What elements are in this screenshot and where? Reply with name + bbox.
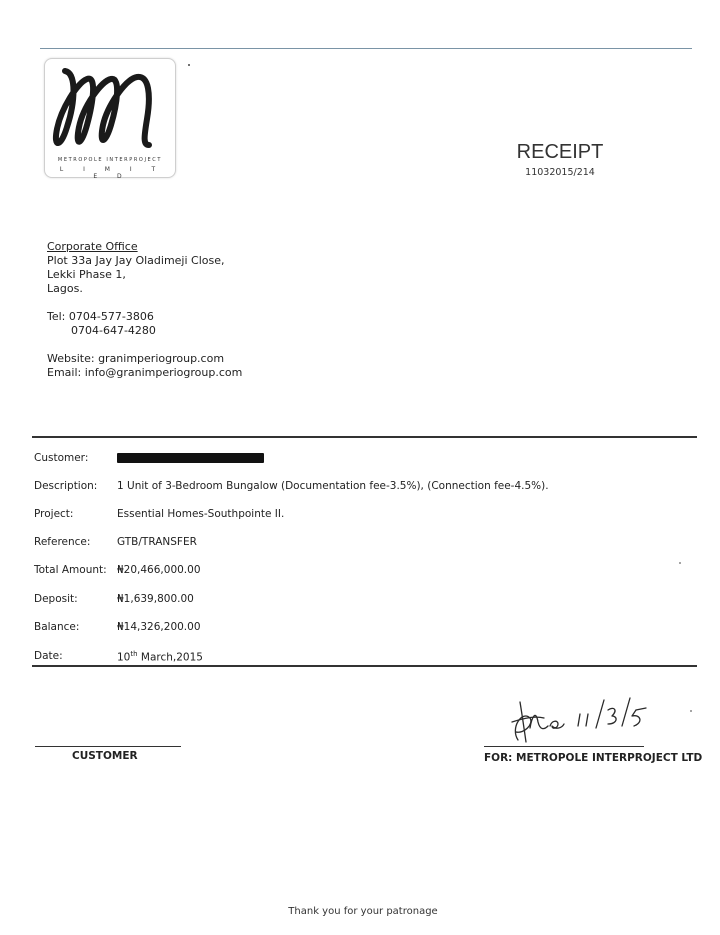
description-value: 1 Unit of 3-Bedroom Bungalow (Documentation fee-3.5%), (Connection fee-4.5%).: [117, 480, 549, 492]
project-value: Essential Homes-Southpointe II.: [117, 508, 285, 520]
footer-thanks: Thank you for your patronage: [288, 906, 438, 917]
date-month-year: March,2015: [137, 651, 203, 664]
date-suffix: th: [130, 650, 138, 658]
company-signature-line: [484, 746, 644, 747]
company-logo: [44, 58, 176, 178]
deposit-label: Deposit:: [34, 593, 78, 605]
tel-2: 0704-647-4280: [71, 324, 156, 337]
details-bottom-rule: [32, 665, 697, 667]
corporate-office-address: [47, 240, 225, 296]
date-value: [117, 650, 203, 664]
address-line-3: Lagos.: [47, 282, 83, 295]
website-label: Website:: [47, 352, 95, 365]
details-top-rule: [32, 436, 697, 438]
office-heading: Corporate Office: [47, 240, 138, 253]
tel-label: Tel:: [47, 310, 66, 323]
balance-label: Balance:: [34, 621, 80, 633]
balance-value: ₦14,326,200.00: [117, 621, 201, 633]
project-label: Project:: [34, 508, 74, 520]
web-contact: [47, 352, 242, 380]
reference-value: GTB/TRANSFER: [117, 536, 197, 548]
tel-1: 0704-577-3806: [68, 310, 154, 323]
company-signature-label: FOR: METROPOLE INTERPROJECT LTD: [484, 752, 703, 764]
handwritten-signature: [500, 688, 660, 748]
address-line-1: Plot 33a Jay Jay Oladimeji Close,: [47, 254, 225, 267]
total-amount-label: Total Amount:: [34, 564, 107, 576]
website-link[interactable]: granimperiogroup.com: [98, 352, 225, 365]
receipt-number: 11032015/214: [525, 167, 595, 178]
date-label: Date:: [34, 650, 63, 662]
logo-m-mark-icon: [51, 63, 169, 157]
scan-speck: [188, 64, 190, 66]
logo-limited-text: L I M I T E D: [59, 166, 165, 180]
deposit-value: ₦1,639,800.00: [117, 593, 194, 605]
logo-company-name: METROPOLE INTERPROJECT: [57, 157, 163, 163]
scan-speck: [690, 710, 692, 712]
customer-signature-line: [35, 746, 181, 747]
phone-numbers: [47, 310, 156, 338]
date-day: 10: [117, 651, 131, 664]
scan-speck: [679, 562, 681, 564]
email-label: Email:: [47, 366, 82, 379]
top-divider: [40, 48, 692, 49]
address-line-2: Lekki Phase 1,: [47, 268, 126, 281]
email-link[interactable]: info@granimperiogroup.com: [84, 366, 243, 379]
customer-name-redacted: [117, 453, 264, 463]
description-label: Description:: [34, 480, 98, 492]
reference-label: Reference:: [34, 536, 91, 548]
receipt-title: RECEIPT: [516, 141, 604, 163]
total-amount-value: ₦20,466,000.00: [117, 564, 201, 576]
customer-signature-label: CUSTOMER: [72, 750, 138, 762]
customer-label: Customer:: [34, 452, 89, 464]
